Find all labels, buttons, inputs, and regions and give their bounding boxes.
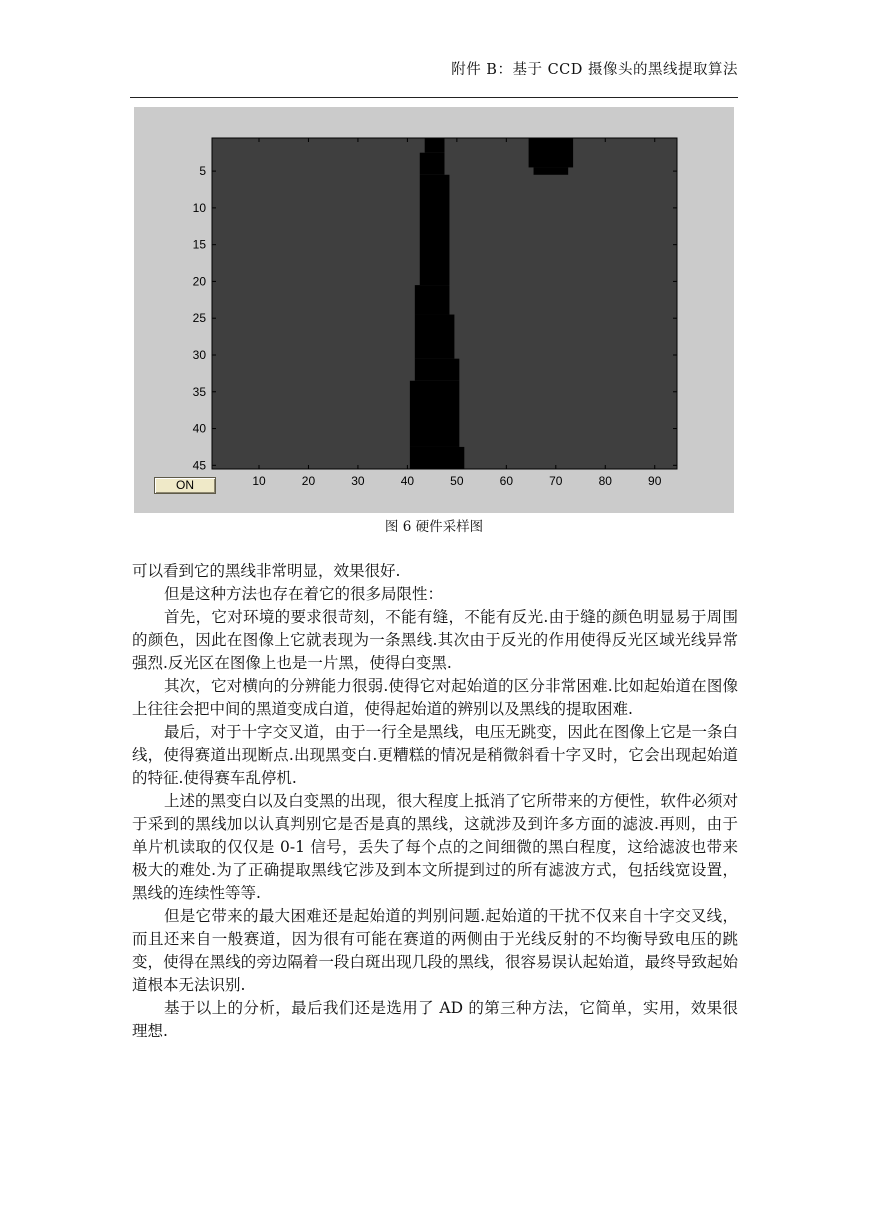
paragraph: 首先，它对环境的要求很苛刻，不能有缝，不能有反光.由于缝的颜色明显易于周围的颜色，因此在图像上它就表现为一条黑线.其次由于反光的作用使得反光区域光线异常强烈.反光区在图像上也是一片黑，使得白变黑. <box>132 608 738 672</box>
y-tick-label: 30 <box>192 347 206 362</box>
paragraph: 可以看到它的黑线非常明显，效果很好. <box>132 562 401 580</box>
dark-region <box>420 153 445 175</box>
dark-region <box>415 285 450 314</box>
y-tick-label: 10 <box>192 200 206 215</box>
paragraph: 最后，对于十字交叉道，由于一行全是黑线，电压无跳变，因此在图像上它是一条白线，使得赛道出现断点.出现黑变白.更糟糕的情况是稍微斜看十字叉时，它会出现起始道的特征.使得赛车乱停机. <box>132 723 738 787</box>
paragraph: 上述的黑变白以及白变黑的出现，很大程度上抵消了它所带来的方便性，软件必须对于采到的黑线加以认真判别它是否是真的黑线，这就涉及到许多方面的滤波.再则，由于单片机读取的仅仅是 0-1 信号，丢失了每个点的之间细微的黑白程度，这给滤波也带来极大的难处.为了正确提取黑线它涉及到本文所提到过的所有滤波方式，包括线宽设置，黑线的连续性等等. <box>132 792 738 902</box>
x-tick-label: 90 <box>648 474 662 488</box>
x-tick-label: 80 <box>598 474 612 488</box>
y-tick-label: 15 <box>192 237 206 252</box>
x-tick-label: 50 <box>450 474 464 488</box>
paragraph: 基于以上的分析，最后我们还是选用了 AD 的第三种方法，它简单，实用，效果很理想. <box>132 999 738 1040</box>
dark-region <box>415 359 460 381</box>
dark-region <box>425 138 445 153</box>
x-tick-label: 60 <box>499 474 514 488</box>
x-tick-label: 20 <box>301 474 316 488</box>
paragraph: 但是它带来的最大困难还是起始道的判别问题.起始道的干扰不仅来自十字交叉线，而且还来自一般赛道，因为很有可能在赛道的两侧由于光线反射的不均衡导致电压的跳变，使得在黑线的旁边隔着一段白斑出现几段的黑线，很容易误认起始道，最终导致起始道根本无法识别. <box>132 907 738 994</box>
x-tick-label: 70 <box>549 474 563 488</box>
dark-region <box>529 138 574 167</box>
x-tick-label: 30 <box>351 474 365 488</box>
figure-panel <box>134 107 734 513</box>
dark-region <box>534 167 569 174</box>
dark-region <box>410 381 459 447</box>
y-tick-label: 40 <box>192 421 206 436</box>
y-tick-label: 20 <box>192 274 206 289</box>
y-tick-label: 35 <box>192 384 206 399</box>
sample-image-plot <box>134 107 734 513</box>
dark-region <box>410 447 464 469</box>
paragraph: 但是这种方法也存在着它的很多局限性： <box>164 585 444 603</box>
dark-region <box>420 175 450 285</box>
dark-region <box>415 315 455 359</box>
body-text <box>132 560 738 1043</box>
paragraph: 其次，它对横向的分辨能力很弱.使得它对起始道的区分非常困难.比如起始道在图像上往往会把中间的黑道变成白道，使得起始道的辨别以及黑线的提取困难. <box>132 677 738 718</box>
y-tick-label: 5 <box>199 164 206 179</box>
figure-caption: 图 6 硬件采样图 <box>384 519 484 535</box>
header-rule <box>130 97 738 98</box>
on-button[interactable]: ON <box>154 477 216 494</box>
page-header: 附件 B：基于 CCD 摄像头的黑线提取算法 <box>451 62 738 78</box>
x-tick-label: 40 <box>400 474 415 488</box>
y-tick-label: 25 <box>192 311 206 326</box>
y-tick-label: 45 <box>192 458 206 473</box>
x-tick-label: 10 <box>252 474 266 488</box>
